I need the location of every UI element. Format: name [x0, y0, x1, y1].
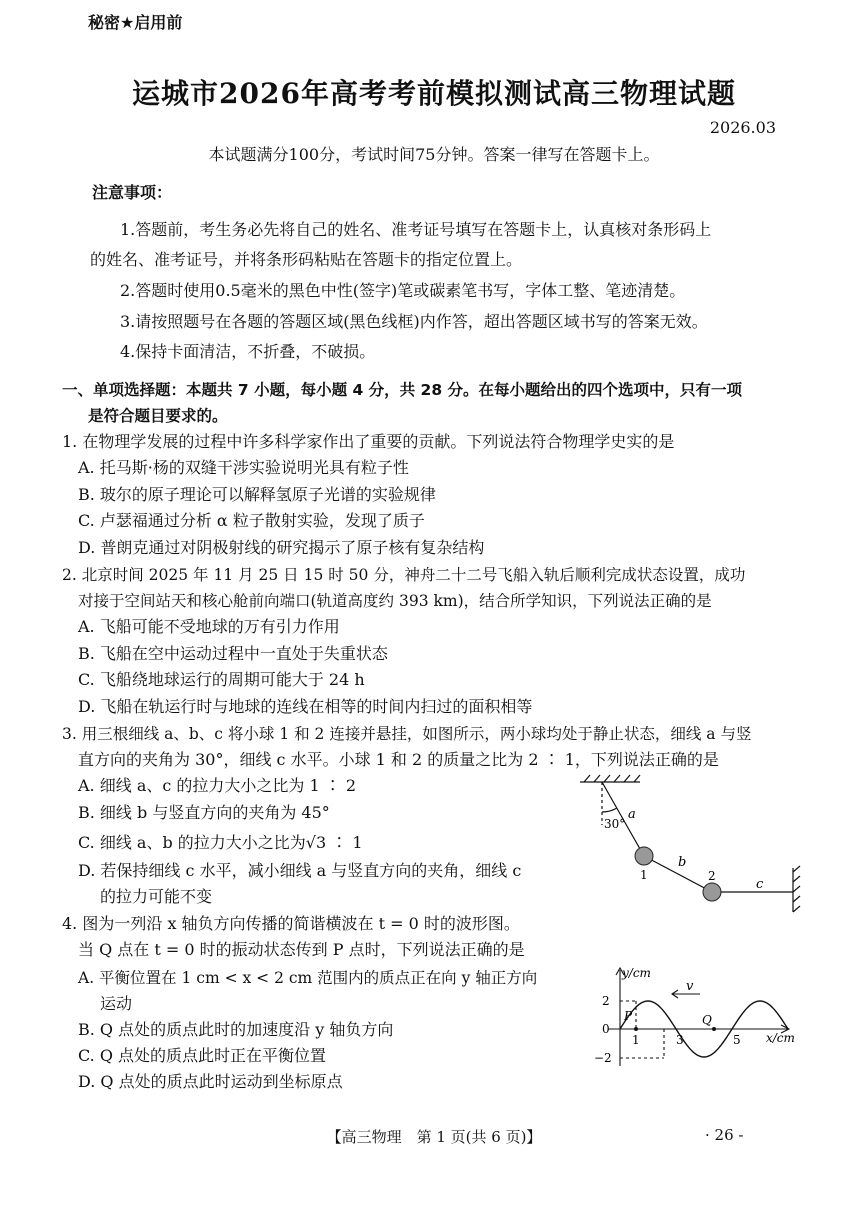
line-c-label: c	[756, 877, 764, 892]
y-tick-0: 0	[602, 1022, 610, 1036]
page-footer: 【高三物理 第 1 页(共 6 页)】	[326, 1128, 542, 1146]
ball-2	[703, 883, 721, 901]
q2-stem-cont: 对接于空间站天和核心舱前向端口(轨道高度约 393 km)，结合所学知识，下列说法正确的是	[78, 592, 712, 610]
q3-option-d-cont: 的拉力可能不变	[100, 887, 213, 906]
confidential-mark: 秘密★启用前	[88, 13, 183, 32]
notice-heading: 注意事项：	[92, 183, 173, 202]
q4-option-a: A. 平衡位置在 1 cm < x < 2 cm 范围内的质点正在向 y 轴正方向	[78, 969, 538, 987]
q4-wave-figure	[588, 962, 810, 1072]
section-heading: 一、单项选择题：本题共 7 小题，每小题 4 分，共 28 分。在每小题给出的四个选项中，只有一项	[62, 381, 743, 399]
q4-option-b: B. Q 点处的质点此时的加速度沿 y 轴负方向	[78, 1020, 394, 1039]
angle-label: 30°	[604, 817, 626, 831]
exam-intro: 本试题满分100分，考试时间75分钟。答案一律写在答题卡上。	[208, 145, 660, 164]
p-label: P	[624, 1009, 633, 1023]
x-axis-label: x/cm	[766, 1031, 795, 1045]
q4-option-d: D. Q 点处的质点此时运动到坐标原点	[78, 1072, 343, 1091]
q1-option-d: D. 普朗克通过对阴极射线的研究揭示了原子核有复杂结构	[78, 538, 485, 557]
ball-1	[635, 847, 653, 865]
q3-stem-cont: 直方向的夹角为 30°，细线 c 水平。小球 1 和 2 的质量之比为 2 ∶ 1，下列说法正确的是	[78, 750, 719, 769]
notice-item-4: 4.保持卡面清洁，不折叠，不破损。	[120, 342, 376, 361]
q4-option-a-cont: 运动	[100, 994, 133, 1013]
notice-item-1-cont: 的姓名、准考证号，并将条形码粘贴在答题卡的指定位置上。	[90, 250, 523, 269]
notice-item-1: 1.答题前，考生务必先将自己的姓名、准考证号填写在答题卡上，认真核对条形码上	[120, 220, 712, 239]
q1-option-a: A. 托马斯·杨的双缝干涉实验说明光具有粒子性	[78, 458, 409, 477]
q2-stem: 2. 北京时间 2025 年 11 月 25 日 15 时 50 分，神舟二十二号飞船入轨后顺利完成状态设置，成功	[62, 566, 746, 584]
q3-option-c: C. 细线 a、b 的拉力大小之比为√3 ∶ 1	[78, 833, 363, 852]
x-tick-1: 1	[632, 1033, 640, 1047]
q4-option-c: C. Q 点处的质点此时正在平衡位置	[78, 1046, 327, 1065]
page-title: 运城市2026年高考考前模拟测试高三物理试题	[132, 77, 736, 110]
q4-stem: 4. 图为一列沿 x 轴负方向传播的简谐横波在 t = 0 时的波形图。	[62, 914, 520, 933]
point-p	[634, 1027, 638, 1031]
q2-option-b: B. 飞船在空中运动过程中一直处于失重状态	[78, 644, 388, 663]
point-q	[712, 1027, 716, 1031]
q2-option-d: D. 飞船在轨运行时与地球的连线在相等的时间内扫过的面积相等	[78, 697, 533, 716]
y-tick-neg2: −2	[594, 1051, 612, 1065]
line-a-label: a	[628, 807, 636, 822]
q1-stem: 1. 在物理学发展的过程中许多科学家作出了重要的贡献。下列说法符合物理学史实的是	[62, 432, 675, 451]
x-tick-3: 3	[676, 1033, 684, 1047]
q3-option-b: B. 细线 b 与竖直方向的夹角为 45°	[78, 803, 330, 822]
q3-option-d: D. 若保持细线 c 水平，减小细线 a 与竖直方向的夹角，细线 c	[78, 861, 522, 880]
y-tick-2: 2	[602, 994, 610, 1008]
line-b-label: b	[678, 855, 687, 870]
exam-date: 2026.03	[709, 118, 776, 137]
q-label: Q	[702, 1013, 712, 1027]
ball-1-label: 1	[640, 868, 648, 882]
section-heading-cont: 是符合题目要求的。	[88, 407, 228, 425]
notice-item-2: 2.答题时使用0.5毫米的黑色中性(签字)笔或碳素笔书写，字体工整、笔迹清楚。	[120, 281, 686, 300]
q1-option-c: C. 卢瑟福通过分析 α 粒子散射实验，发现了质子	[78, 511, 425, 530]
q3-option-a: A. 细线 a、c 的拉力大小之比为 1 ∶ 2	[78, 776, 357, 795]
velocity-label: v	[686, 979, 694, 994]
q3-stem: 3. 用三根细线 a、b、c 将小球 1 和 2 连接并悬挂，如图所示，两小球均处于静止状态，细线 a 与竖	[62, 725, 752, 743]
notice-item-3: 3.请按照题号在各题的答题区域(黑色线框)内作答，超出答题区域书写的答案无效。	[120, 312, 708, 331]
q3-figure	[570, 770, 810, 920]
q2-option-c: C. 飞船绕地球运行的周期可能大于 24 h	[78, 670, 365, 689]
q1-option-b: B. 玻尔的原子理论可以解释氢原子光谱的实验规律	[78, 485, 436, 504]
x-tick-5: 5	[733, 1033, 741, 1047]
ball-2-label: 2	[708, 869, 716, 883]
q4-stem-cont: 当 Q 点在 t = 0 时的振动状态传到 P 点时，下列说法正确的是	[78, 940, 525, 959]
page-number: · 26 -	[705, 1126, 744, 1144]
q2-option-a: A. 飞船可能不受地球的万有引力作用	[78, 617, 340, 636]
y-axis-label: y/cm	[622, 966, 651, 980]
